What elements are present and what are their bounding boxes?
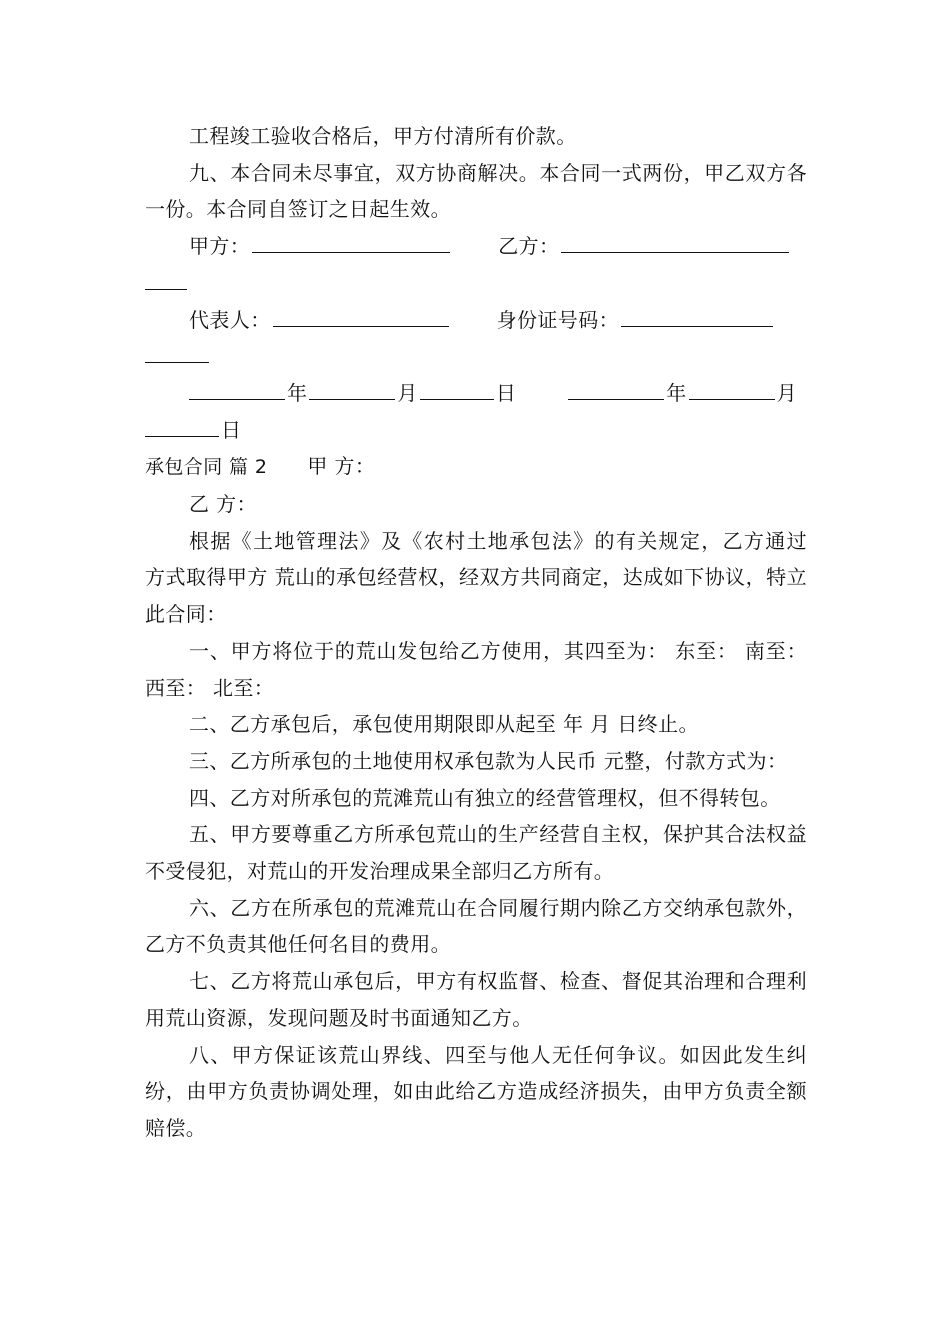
date-a-month-label: 月	[397, 380, 418, 405]
paragraph-clause-9: 九、本合同未尽事宜，双方协商解决。本合同一式两份，甲乙双方各一份。本合同自签订之日起生效。	[145, 160, 807, 222]
date-a-day-blank	[420, 377, 494, 400]
id-number-label: 身份证号码：	[496, 307, 620, 332]
paragraph-clause-4: 四、乙方对所承包的荒滩荒山有独立的经营管理权，但不得转包。	[189, 785, 781, 810]
representative-label: 代表人：	[189, 307, 271, 332]
party-b-label: 乙方：	[498, 234, 560, 259]
paragraph-clause-7: 七、乙方将荒山承包后，甲方有权监督、检查、督促其治理和合理利用荒山资源，发现问题及时书面通知乙方。	[145, 969, 807, 1030]
date-b-day-blank	[145, 414, 219, 437]
party-b-line: 乙 方：	[189, 492, 257, 517]
party-a-label: 甲方：	[189, 234, 251, 259]
paragraph-completion-payment: 工程竣工验收合格后，甲方付清所有价款。	[189, 124, 577, 148]
date-a-day-label: 日	[495, 380, 517, 405]
paragraph-clause-8: 八、甲方保证该荒山界线、四至与他人无任何争议。如因此发生纠纷，由甲方负责协调处理，如由此给乙方造成经济损失，由甲方负责全额赔偿。	[145, 1042, 807, 1140]
paragraph-clause-6: 六、乙方在所承包的荒滩荒山在合同履行期内除乙方交纳承包款外，乙方不负责其他任何名目的费用。	[145, 895, 807, 957]
date-b-year-blank	[568, 377, 664, 400]
paragraph-preamble: 根据《土地管理法》及《农村土地承包法》的有关规定，乙方通过 方式取得甲方 荒山的承包经营权，经双方共同商定，达成如下协议，特立此合同：	[145, 528, 807, 627]
signature-representative-row	[145, 302, 807, 339]
signature-parties-row	[145, 228, 807, 265]
date-a-year-blank	[189, 377, 285, 400]
date-b-year-label: 年	[666, 380, 687, 405]
date-b-month-label: 月	[776, 380, 798, 405]
representative-blank	[273, 304, 449, 327]
id-number-blank	[621, 304, 773, 327]
party-a-blank	[252, 230, 450, 253]
paragraph-clause-5: 五、甲方要尊重乙方所承包荒山的生产经营自主权，保护其合法权益不受侵犯，对荒山的开发治理成果全部归乙方所有。	[145, 822, 807, 884]
party-b-blank-cont	[145, 267, 187, 290]
date-b-month-blank	[689, 377, 775, 400]
date-b-day-label: 日	[221, 417, 242, 442]
id-number-blank-cont	[145, 340, 209, 363]
section-heading	[145, 448, 807, 486]
document-content	[145, 118, 807, 1147]
signature-date-row-cont	[145, 412, 807, 449]
section-title: 承包合同 篇 2	[145, 456, 268, 479]
signature-date-row	[145, 375, 807, 412]
paragraph-clause-3: 三、乙方所承包的土地使用权承包款为人民币 元整，付款方式为：	[189, 748, 788, 773]
paragraph-clause-1: 一、甲方将位于的荒山发包给乙方使用，其四至为： 东至： 南至： 西至： 北至：	[145, 638, 807, 700]
signature-representative-row-cont	[145, 338, 807, 375]
signature-parties-row-cont	[145, 265, 807, 302]
party-b-blank	[561, 230, 789, 253]
section-party-a: 甲 方：	[307, 454, 376, 479]
date-a-year-label: 年	[287, 380, 308, 405]
date-a-month-blank	[309, 377, 395, 400]
paragraph-clause-2: 二、乙方承包后，承包使用期限即从起至 年 月 日终止。	[189, 712, 699, 737]
